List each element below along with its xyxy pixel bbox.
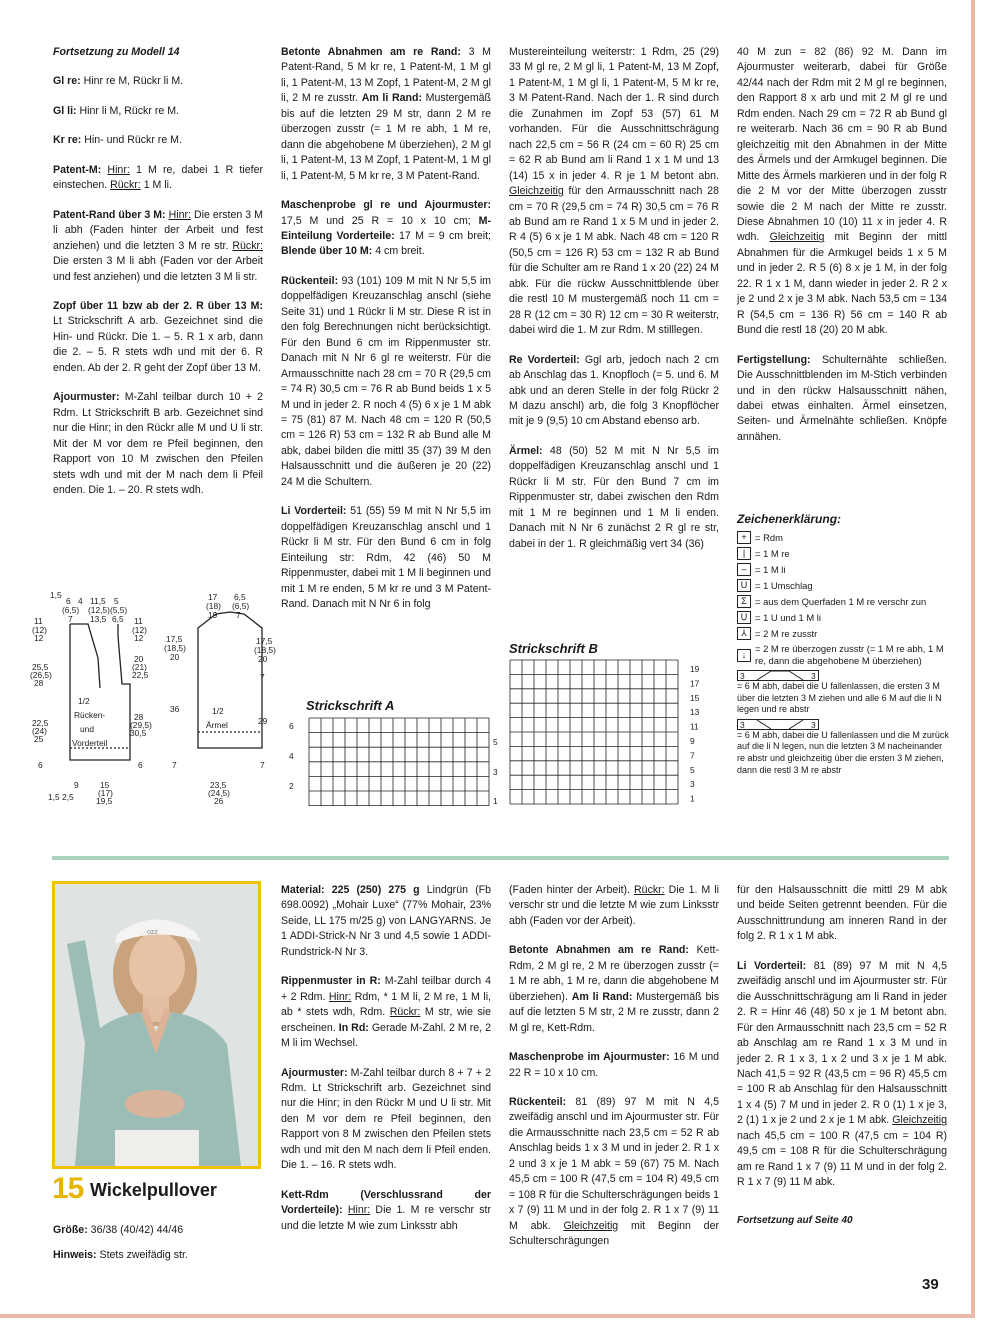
cable-symbol-2: [737, 719, 952, 730]
term-ajour: Ajourmuster:: [53, 391, 120, 404]
svg-text:(29,5): (29,5): [130, 720, 152, 730]
svg-text:17: 17: [208, 592, 218, 602]
term-betonte: Betonte Abnahmen am re Rand:: [281, 46, 461, 58]
column-1: Fortsetzung zu Modell 14 Gl re: Hinr re M, Rückr li M. Gl li: Hinr li M, Rückr re M. Kr re: Hin- und Rückr re M. Patent-M: Hinr: 1 M re, dabei 1 R tiefer einstechen. Rückr: 1 M li. Patent-Rand über 3 M: Hinr: Die ersten 3 M li abh (Faden hinter der Arbeit und fest anziehen) und die letzten 3 M re str. Rückr: Die ersten 3 M li abh (Faden vor der Arbeit und fest anziehen) und die letzten 3 M li str. Zopf über 11 bzw ab der 2. R über 13 M: Lt Strickschrift A arb. Gezeichnet sind die Hin- und Rückr. Die 1. – 5. R 1 x arb, dann die 2. – 5. R stets wdh und mit der 6. R enden. Ab der 2. R geht der Zopf über 13 M. Ajourmuster: M-Zahl teilbar durch 10 + 2 Rdm. Lt Strickschrift B arb. Gezeichnet sind nur die Hinr; in den Rückr alle M und U li str. Mit der M vor dem re Pfeil beginnen, den Rapport von 10 M zwischen den Pfeilen stets wdh und mit der M nach dem li Pfeil enden. Die 1. – 20. R stets wdh.: [53, 46, 263, 496]
svg-text:(6,5): (6,5): [62, 605, 80, 615]
chart-a-row-6: 6: [289, 721, 294, 731]
svg-text:1,5: 1,5: [48, 792, 60, 802]
svg-text:3: 3: [740, 719, 745, 730]
model-number: 15: [52, 1172, 84, 1205]
svg-text:(6,5): (6,5): [232, 601, 250, 611]
svg-text:13,5: 13,5: [90, 614, 107, 624]
column-4: 40 M zun = 82 (86) 92 M. Dann im Ajourmuster weiterarb, dabei für Größe 42/44 nach der Rdm mit 2 M gl re beginnen, den Rapport 8 x arb und mit 2 M gl re und Rdm enden. Nach 29 cm = 72 R ab Bund gl re weiterarb. Nach 36 cm = 90 R ab Bund gleichzeitig mit den Abnahmen in der Mitte des Ärmels und der Armkugel beginnen. Die Mitte des Ärmels markieren und in der folg R die 2 M vor der Mitte überzogen zusstr sowie die 2 M nach der Mitte re zusstr. Diese Abnahmen 10 (10) 11 x in jeder 4. R wdh. Gleichzeitig mit Beginn der mittl Abnahmen für die Armkugel beids 1 x 5 M und in jeder 2. R 5 (6) 8 x je 1 M, in der folg 22. R 1 x 1 M, dann wieder in jeder 2. R 2 x je 2 und 2 x je 3 M abk. Nach 53,5 cm = 134 R (54,5 cm = 136 R) 56 cm = 140 R ab Bund die restl 18 (20) 20 M abk. Fertigstellung: Schulternähte schließen. Die Ausschnittblenden im M-Stich verbinden und in den rückw Halsausschnitt nähen, dabei etwas einhalten. Ärmel einsetzen, Seiten- und Ärmelnähte schließen. Knöpfe annähen.: [737, 46, 947, 443]
legend-symbol-icon: ⅄: [737, 627, 751, 640]
back-label: 1/2: [78, 696, 90, 706]
legend-symbol-icon: +: [737, 531, 751, 544]
term-aermel: Ärmel:: [509, 444, 543, 457]
svg-text:Rücken-: Rücken-: [74, 710, 106, 720]
cable-right-icon: [737, 670, 819, 681]
chart-b-row-label: 7: [690, 750, 695, 761]
svg-text:(12,5): (12,5): [88, 605, 110, 615]
cap-lettering: ozz: [147, 929, 158, 936]
svg-text:7: 7: [68, 614, 73, 624]
svg-text:17,5: 17,5: [166, 634, 183, 644]
chart-b-row-label: 3: [690, 779, 695, 790]
legend-item: [737, 531, 952, 544]
woman-sweater-image: [55, 884, 258, 1166]
model-title: Wickelpullover: [90, 1180, 217, 1200]
svg-text:12: 12: [34, 633, 44, 643]
page-number: 39: [922, 1276, 939, 1293]
svg-text:20: 20: [134, 654, 144, 664]
svg-text:1,5: 1,5: [50, 590, 62, 600]
chart-a-row-5: 5: [493, 737, 498, 747]
legend-item: [737, 595, 952, 608]
legend-text: = 1 Umschlag: [755, 579, 813, 591]
svg-text:Vorderteil: Vorderteil: [72, 738, 108, 748]
legend-text: = Rdm: [755, 531, 783, 543]
svg-text:7: 7: [172, 760, 177, 770]
legend-text: = 1 M li: [755, 563, 786, 575]
cable-desc-2: = 6 M abh, dabei die U fallenlassen und die M zurück auf die li N legen, nun die letzten 3 M nacheinander re abstr und gleichzeitig über die ersten 3 M ziehen, dann die restl 3 M re abstr: [737, 729, 949, 775]
svg-text:25: 25: [34, 734, 44, 744]
section-divider: [52, 856, 949, 860]
svg-text:28: 28: [134, 712, 144, 722]
svg-text:und: und: [80, 724, 94, 734]
svg-text:29: 29: [258, 716, 268, 726]
svg-text:3: 3: [811, 671, 816, 682]
legend-text: = aus dem Querfaden 1 M re verschr zun: [755, 595, 927, 607]
cable-desc-1: = 6 M abh, dabei die U fallenlassen, die ersten 3 M über die letzten 3 M ziehen und alle 6 M auf die li N legen und re abstr: [737, 681, 942, 715]
svg-text:(18,5): (18,5): [164, 643, 186, 653]
chart-a: [285, 712, 510, 808]
svg-text:7: 7: [236, 610, 241, 620]
legend-text: = 2 M re überzogen zusstr (= 1 M re abh, 1 M re, dann die abgehobene M überziehen): [755, 643, 944, 667]
legend-symbol-icon: Ʃ: [737, 595, 751, 608]
chart-a-row-3: 3: [493, 767, 498, 777]
legend-symbol-icon: Ụ: [737, 611, 751, 624]
column-2: Betonte Abnahmen am re Rand: 3 M Patent-Rand, 5 M kr re, 1 Patent-M, 1 M gl li, 1 Patent-M, 13 M Zopf, 1 Patent-M, 2 M gl li, 2 M re zusstr. Am li Rand: Mustergemäß bis auf die letzten 29 M str, dann 2 M re überzogen zusstr (= 1 M re abh, 1 M re, dann die abgehobene M überziehen), 2 M gl li, 1 Patent-M, 13 M Zopf, 1 Patent-M, 1 M gl li, 1 Patent-M, 5 M kr re, 3 M Patent-Rand. Maschenprobe gl re und Ajourmuster: 17,5 M und 25 R = 10 x 10 cm; M-Einteilung Vorderteile: 17 M = 9 cm breit; Blende über 10 M: 4 cm breit. Rückenteil: 93 (101) 109 M mit N Nr 5,5 im doppelfädigen Kreuzanschlag anschl (siehe Seite 31) und 1 Rückr li M str. Diese R ist in den folg Berechnungen nicht berücksichtigt. Für den Bund 6 cm im Rippenmuster str. Danach mit N Nr 6 gl re weiterstr. Für die Armausschnitte nach 28 cm = 70 R (29,5 cm = 74 R) 30,5 cm = 76 R ab Bund beids 1 x 5 M und in jeder 2. R noch 4 (5) 6 x je 1 M abk = 75 (81) 87 M. Nach 48 cm = 120 R (50,5 cm = 126 R) 53 cm = 132 R ab Bund alle M abk, dabei bilden die mittl 35 (37) 39 M den Halsausschnitt und die äußeren je 20 (22) 24 M die Schultern. Li Vorderteil: 51 (55) 59 M mit N Nr 5,5 im doppelfädigen Kreuzanschlag anschl und 1 Rückr li M str. Für den Bund 6 cm in folg Einteilung str: Rdm, 42 (46) 50 M Rippenmuster, dabei mit 1 M li beginnen und mit 1 M re enden, 5 M kr re und 3 M Patent-Rand. Danach mit N Nr 6 in folg: [281, 46, 492, 610]
svg-text:(24,5): (24,5): [208, 788, 230, 798]
svg-text:12: 12: [134, 633, 144, 643]
term-re-vorderteil: Re Vorderteil:: [509, 353, 580, 366]
term-rueckenteil: Rückenteil:: [281, 274, 339, 287]
svg-text:23,5: 23,5: [210, 780, 227, 790]
model-photo: [52, 881, 261, 1169]
legend-symbol-icon: U: [737, 579, 751, 592]
legend-text: = 1 U und 1 M li: [755, 611, 821, 623]
legend-symbol-icon: ↓: [737, 649, 751, 662]
svg-text:19: 19: [208, 610, 218, 620]
symbol-legend: [737, 512, 952, 776]
term-zopf: Zopf über 11 bzw ab der 2. R über 13 M:: [53, 299, 263, 312]
svg-text:26: 26: [214, 796, 224, 806]
legend-item: [737, 627, 952, 640]
term-gl-re: Gl re:: [53, 75, 81, 88]
chart-b: [506, 656, 716, 826]
svg-text:7: 7: [260, 760, 265, 770]
svg-text:(17): (17): [98, 788, 113, 798]
svg-text:2,5: 2,5: [62, 792, 74, 802]
term-patent: Patent-M:: [53, 163, 102, 176]
cable-left-icon: [737, 719, 819, 730]
legend-item: [737, 547, 952, 560]
svg-text:(12): (12): [132, 625, 147, 635]
svg-text:19,5: 19,5: [96, 796, 113, 806]
svg-text:(12): (12): [32, 625, 47, 635]
term-fertigstellung: Fertigstellung:: [737, 353, 811, 366]
chart-a-row-1: 1: [493, 796, 498, 806]
svg-text:6,5: 6,5: [234, 592, 246, 602]
model15-size: Größe: 36/38 (40/42) 44/46 Hinweis: Stets zweifädig str.: [53, 1224, 188, 1262]
chart-b-row-label: 15: [690, 692, 700, 703]
svg-text:20: 20: [258, 654, 268, 664]
chart-b-row-label: 11: [690, 721, 699, 732]
svg-text:11: 11: [34, 616, 43, 626]
svg-text:22,5: 22,5: [32, 718, 49, 728]
cable-symbol-1: [737, 670, 952, 681]
legend-item: [737, 643, 952, 667]
legend-item: [737, 579, 952, 592]
chart-a-title: Strickschrift A: [306, 698, 395, 713]
svg-text:17,5: 17,5: [256, 636, 273, 646]
svg-text:36: 36: [170, 704, 180, 714]
model15-column-3: für den Halsausschnitt die mittl 29 M abk und beide Seiten getrennt beenden. Für die Ausschnittrundung am inneren Rand in der folg 2. R 1 x 1 M abk. Li Vorderteil: 81 (89) 97 M mit N 4,5 zweifädig anschl und im Ajourmuster str. Für die Ausschnittschrägung am li Rand in jeder 2. R = Hinr 46 (48) 50 x je 1 M betont abn. Für den Armausschnitt nach 23,5 cm = 52 R ab Anschlag am re Rand 1 x 3 M und in jeder 2. R 1 x 3, 1 x 2 und 3 x je 1 M abk. Nach 41,5 = 92 R (43,5 cm = 96 R) 45,5 cm = 100 R ab Anschlag für den Halsausschnitt 1 x 4 (5) 7 M und in jeder 2. R 0 (1) 1 x je 3, 2 (1) 1 x je 2 und 2 x je 1 M abk. Gleichzeitig nach 45,5 cm = 100 R (47,5 cm = 104 R) 49,5 cm = 108 R für die Schulterschrägung am re Rand 1 x 7 (9) 11 M und in der folg 2. R 1 x 7 (9) 11 M abk. Fortsetzung auf Seite 40: [737, 884, 947, 1226]
svg-text:30,5: 30,5: [130, 728, 147, 738]
term-li-vorderteil: Li Vorderteil:: [281, 505, 347, 518]
legend-text: = 2 M re zusstr: [755, 627, 818, 639]
chart-b-row-label: 1: [690, 793, 695, 804]
legend-item: [737, 611, 952, 624]
svg-text:7: 7: [260, 672, 265, 682]
chart-b-title: Strickschrift B: [509, 641, 598, 656]
chart-b-row-label: 9: [690, 736, 695, 746]
svg-text:22,5: 22,5: [132, 670, 149, 680]
term-gl-li: Gl li:: [53, 104, 77, 117]
svg-text:15: 15: [100, 780, 110, 790]
chart-a-row-2: 2: [289, 781, 294, 791]
svg-text:11: 11: [134, 616, 143, 626]
svg-text:6: 6: [138, 760, 143, 770]
garment-schematic: [30, 588, 280, 813]
svg-text:6: 6: [38, 760, 43, 770]
chart-a-row-4: 4: [289, 751, 294, 761]
front-neckline: [70, 624, 100, 688]
svg-text:20: 20: [170, 652, 180, 662]
svg-text:6: 6: [66, 596, 71, 606]
legend-text: = 1 M re: [755, 547, 790, 559]
svg-text:(18,5): (18,5): [254, 645, 276, 655]
svg-text:25,5: 25,5: [32, 662, 49, 672]
svg-text:5: 5: [114, 596, 119, 606]
continuation-footer: Fortsetzung auf Seite 40: [737, 1214, 853, 1226]
chart-b-row-label: 5: [690, 764, 695, 775]
svg-text:3: 3: [811, 719, 816, 730]
svg-text:3: 3: [740, 671, 745, 682]
svg-text:(5,5): (5,5): [110, 605, 128, 615]
svg-text:(26,5): (26,5): [30, 670, 52, 680]
svg-text:28: 28: [34, 678, 44, 688]
term-patent-rand: Patent-Rand über 3 M:: [53, 208, 166, 221]
svg-text:(18): (18): [206, 601, 221, 611]
chart-b-row-label: 19: [690, 664, 700, 674]
continuation-heading: Fortsetzung zu Modell 14: [53, 46, 180, 58]
model15-column-2: (Faden hinter der Arbeit). Rückr: Die 1. M li verschr str und die letzte M wie zum Linksstr abh (Faden vor der Arbeit). Betonte Abnahmen am re Rand: Kett-Rdm, 2 M gl re, 2 M re überzogen zusstr (= 1 M re abh, 1 M re, dann die abgehobene M überziehen). Am li Rand: Mustergemäß bis auf die letzten 5 M str, 2 M re zusstr, dann 2 M gl re, Kett-Rdm. Maschenprobe im Ajourmuster: 16 M und 22 R = 10 x 10 cm. Rückenteil: 81 (89) 97 M mit N 4,5 zweifädig anschl und im Ajourmuster str. Für die Armausschnitte nach 23,5 cm = 52 R ab Anschlag beids 1 x 3 M und in jeder 2. R 1 x 2 und 3 x je 1 M abk = 59 (67) 75 M. Nach 45,5 cm = 100 R (47,5 cm = 104 R) 49,5 cm = 108 R für die Schulterschrägungen beids 1 x 7 (9) 11 M und in der folg 2. R 1 x 7 (9) 11 M abk. Gleichzeitig mit Beginn der Schulterschrägungen: [509, 884, 720, 1248]
svg-text:(24): (24): [32, 726, 47, 736]
legend-title: Zeichenerklärung:: [737, 512, 842, 526]
column-3: Mustereinteilung weiterstr: 1 Rdm, 25 (29) 33 M gl re, 2 M gl li, 1 Patent-M, 13 M Zopf, 1 Patent-M, 1 M gl li, 1 Patent-M, 5 M kr re, 3 M Patent-Rand. Nach der 1. R sind durch die Zunahmen im Zopf 53 (57) 61 M vorhanden. Für die Ausschnittschrägung nach 22,5 cm = 56 R (24 cm = 60 R) 25 cm = 62 R ab Bund am li Rand 1 x 1 M und 13 (14) 15 x in jeder 4. R je 1 M betont abn. Gleichzeitig für den Armausschnitt nach 28 cm = 70 R (29,5 cm = 74 R) 30,5 cm = 76 R ab Bund am re Rand 1 x 5 M und in jeder 2. R 4 (5) 6 x je 1 M abk. Nach 48 cm = 120 R (50,5 cm = 126 R) 53 cm = 132 R ab Bund für die Schulter am re Rand 1 x 20 (22) 24 M abk. Für die rückw Ausschnittblende über die restl 10 M mustergemäß noch 11 cm = 28 R (12 cm = 30 R) 12 cm = 30 R weiterstr, dabei wird die 1. M zur Rdm. M stilllegen. Re Vorderteil: Ggl arb, jedoch nach 2 cm ab Anschlag das 1. Knopfloch (= 5. und 6. M abk und an deren Stelle in der folg Rückr 2 M dazu anschl) arb, die folg 3 Knopflöcher mit je 9 (9,5) 10 cm Abstand ebenso arb. Ärmel: 48 (50) 52 M mit N Nr 5,5 im doppelfädigen Kreuzanschlag anschl und 1 Rückr li M str. Für den Bund 7 cm im Rippenmuster str, dabei zwischen den Rdm mit 1 M re beginnen und 1 M li enden. Danach mit N Nr 6 zunächst 2 R gl re str, dabei in der 1. R gleichmäßig vert 34 (36): [509, 46, 719, 550]
chart-b-row-label: 13: [690, 707, 700, 718]
chart-b-row-label: 17: [690, 678, 700, 689]
legend-symbol-icon: –: [737, 563, 751, 576]
svg-text:6,5: 6,5: [112, 614, 124, 624]
svg-text:(21): (21): [132, 662, 147, 672]
legend-item: [737, 563, 952, 576]
svg-text:11,5: 11,5: [90, 596, 106, 606]
model15-column-1: Material: 225 (250) 275 g Lindgrün (Fb 698.0092) „Mohair Luxe“ (77% Mohair, 23% Seide, LL 175 m/25 g) von LANGYARNS. Je 1 ADDI-Strick-N Nr 3 und 4,5 sowie 1 ADDI-Rundstrick-N Nr 3. Rippenmuster in R: M-Zahl teilbar durch 4 + 2 Rdm. Hinr: Rdm, * 1 M li, 2 M re, 1 M li, ab * stets wdh, Rdm. Rückr: M str, wie sie erscheinen. In Rd: Gerade M-Zahl. 2 M re, 2 M li im Wechsel. Ajourmuster: M-Zahl teilbar durch 8 + 7 + 2 Rdm. Lt Strickschrift arb. Gezeichnet sind nur die Hinr; in den Rückr M und U li str. Mit den M vor dem re Pfeil beginnen, den Rapport von 8 M zwischen den Pfeilen stets wdh und mit den M nach dem li Pfeil enden. Die 1. – 16. R stets wdh. Kett-Rdm (Verschlussrand der Vorderteile): Hinr: Die 1. M re verschr str und die letzte M wie zum Linksstr abh: [281, 884, 492, 1232]
sleeve-label: 1/2: [212, 706, 224, 716]
term-kr-re: Kr re:: [53, 134, 82, 147]
term-maschenprobe: Maschenprobe gl re und Ajourmuster:: [281, 199, 491, 212]
svg-text:9: 9: [74, 780, 79, 790]
svg-text:4: 4: [78, 596, 83, 606]
legend-symbol-icon: |: [737, 547, 751, 560]
svg-text:Ärmel: Ärmel: [206, 720, 228, 730]
